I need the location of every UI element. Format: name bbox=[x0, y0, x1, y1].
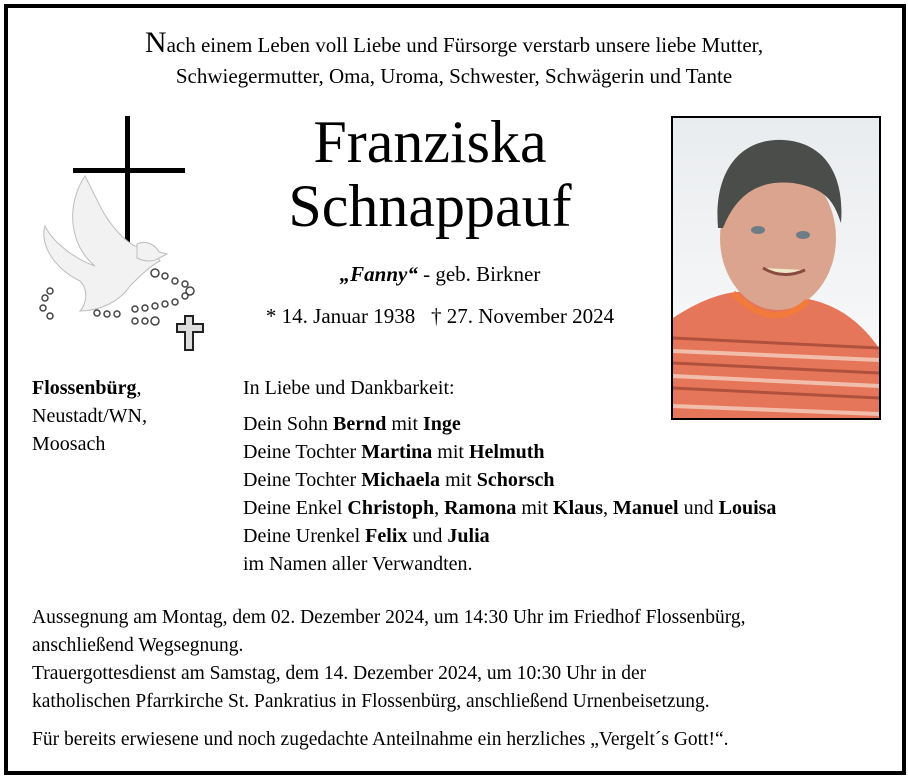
family-row bbox=[243, 438, 545, 466]
nickname: „Fanny“ bbox=[339, 262, 418, 286]
family-text: mit bbox=[516, 497, 554, 519]
deceased-last-name: Schnappauf bbox=[288, 173, 572, 239]
birth-name: - geb. Birkner bbox=[417, 262, 541, 286]
place-flossenbuerg: Flossenbürg bbox=[32, 377, 137, 399]
family-text: mit bbox=[432, 441, 469, 463]
family-member-name: Louisa bbox=[718, 497, 777, 519]
family-member-name: Manuel bbox=[613, 497, 679, 519]
service-line-2: anschließend Wegsegnung. bbox=[32, 635, 244, 656]
family-heading: In Liebe und Dankbarkeit: bbox=[243, 377, 455, 399]
cross-dove-rosary-icon bbox=[25, 116, 225, 356]
place-comma: , bbox=[136, 377, 142, 399]
family-text: , bbox=[603, 497, 614, 519]
family-row bbox=[243, 522, 490, 550]
family-text: Deine Tochter bbox=[243, 441, 362, 463]
family-row bbox=[243, 466, 555, 494]
family-member-name: Christoph bbox=[347, 497, 435, 519]
service-line-3: Trauergottesdienst am Samstag, dem 14. Dezember 2024, um 10:30 Uhr in der bbox=[32, 663, 647, 684]
intro-line-2: Schwiegermutter, Oma, Uroma, Schwester, Schwägerin und Tante bbox=[175, 64, 733, 88]
thanks-line: Für bereits erwiesene und noch zugedachte Anteilnahme ein herzliches „Vergelt´s Gott!“. bbox=[32, 729, 729, 750]
death-date: † 27. November 2024 bbox=[430, 304, 615, 328]
place-moosach: Moosach bbox=[32, 433, 106, 455]
family-member-name: Inge bbox=[423, 413, 461, 435]
place-main bbox=[32, 374, 141, 402]
family-text: im Namen aller Verwandten. bbox=[243, 553, 473, 575]
family-text: mit bbox=[440, 469, 477, 491]
life-dates bbox=[230, 304, 650, 329]
family-text: Dein Sohn bbox=[243, 413, 333, 435]
family-text: und bbox=[678, 497, 719, 519]
family-text: Deine Tochter bbox=[243, 469, 362, 491]
family-text: und bbox=[407, 525, 448, 547]
service-line-4: katholischen Pfarrkirche St. Pankratius in Flossenbürg, anschließend Urnenbeisetzung. bbox=[32, 691, 710, 712]
family-row bbox=[243, 410, 461, 438]
family-member-name: Felix bbox=[365, 525, 408, 547]
family-row bbox=[243, 494, 776, 522]
place-neustadt: Neustadt/WN, bbox=[32, 405, 147, 427]
family-member-name: Ramona bbox=[444, 497, 517, 519]
birth-date: * 14. Januar 1938 bbox=[265, 304, 416, 328]
family-member-name: Michaela bbox=[361, 469, 441, 491]
deceased-first-name: Franziska bbox=[313, 109, 547, 175]
portrait-photo bbox=[671, 116, 881, 420]
family-member-name: Helmuth bbox=[468, 441, 545, 463]
family-member-name: Martina bbox=[361, 441, 433, 463]
family-member-name: Klaus bbox=[553, 497, 604, 519]
intro-line-1-text: ach einem Leben voll Liebe und Fürsorge verstarb unsere liebe Mutter, bbox=[166, 33, 764, 57]
intro-initial: N bbox=[144, 26, 167, 59]
family-member-name: Bernd bbox=[333, 413, 387, 435]
nickname-line bbox=[230, 262, 650, 287]
family-text: mit bbox=[386, 413, 424, 435]
service-line-1: Aussegnung am Montag, dem 02. Dezember 2024, um 14:30 Uhr im Friedhof Flossenbürg, bbox=[32, 607, 746, 628]
portrait-illustration bbox=[673, 118, 879, 418]
family-text: , bbox=[434, 497, 445, 519]
family-row bbox=[243, 550, 473, 578]
family-member-name: Schorsch bbox=[476, 469, 555, 491]
intro-line-1 bbox=[0, 26, 908, 60]
family-text: Deine Urenkel bbox=[243, 525, 366, 547]
family-member-name: Julia bbox=[447, 525, 490, 547]
family-text: Deine Enkel bbox=[243, 497, 348, 519]
